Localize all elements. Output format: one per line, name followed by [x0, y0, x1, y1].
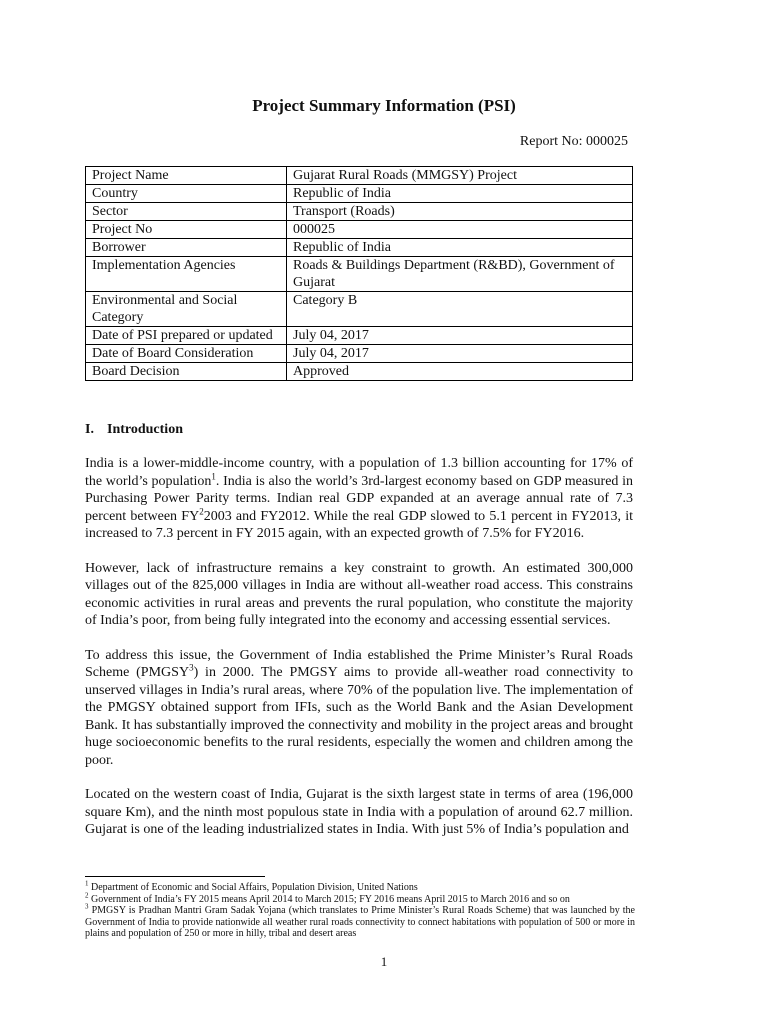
table-cell-label: Borrower — [86, 239, 287, 257]
footnote — [85, 902, 635, 940]
table-cell-value: Roads & Buildings Department (R&BD), Government of Gujarat — [287, 257, 633, 292]
table-cell-value: July 04, 2017 — [287, 327, 633, 345]
table-row — [86, 292, 633, 327]
project-summary-table — [85, 166, 633, 381]
table-row — [86, 239, 633, 257]
section-title: Introduction — [107, 422, 183, 437]
section-heading — [85, 422, 183, 438]
table-cell-value: Approved — [287, 363, 633, 381]
footnote-mark: 3 — [85, 902, 89, 911]
footnote-reference: 2 — [199, 505, 204, 516]
table-cell-value: July 04, 2017 — [287, 345, 633, 363]
table-row — [86, 363, 633, 381]
table-cell-value: Category B — [287, 292, 633, 327]
report-number: Report No: 000025 — [519, 134, 628, 149]
table-cell-label: Date of Board Consideration — [86, 345, 287, 363]
table-cell-label: Country — [86, 185, 287, 203]
paragraph: Located on the western coast of India, Gujarat is the sixth largest state in terms of area (196,000 square Km), and the ninth most populous state in India with a population of around 62.7 million. Gujarat is one of the leading industrialized states in India. With just 5% of India’s population and — [85, 787, 633, 837]
paragraph: However, lack of infrastructure remains a key constraint to growth. An estimated 300,000 villages out of the 825,000 villages in India are without all-weather road access. This constrains economic activities in rural areas and prevents the rural population, who constitute the majority of India’s poor, from being fully integrated into the economy and accessing essential services. — [85, 560, 633, 628]
footnote-mark: 2 — [85, 891, 89, 900]
table-row — [86, 257, 633, 292]
footnote-separator — [85, 876, 265, 877]
table-cell-label: Environmental and Social Category — [86, 292, 287, 327]
footnotes — [85, 879, 635, 940]
paragraph-text: 2003 and FY2012. While the real GDP slowed to 5.1 percent in FY2013, it increased to 7.3 percent in FY 2015 again, with an expected growth of 7.5% for FY2016. — [85, 508, 634, 541]
table-row — [86, 221, 633, 239]
table-row — [86, 185, 633, 203]
table-row — [86, 345, 633, 363]
table-cell-label: Sector — [86, 203, 287, 221]
footnote-text: Government of India’s FY 2015 means April 2014 to March 2015; FY 2016 means April 2015 to March 2016 and so on — [88, 893, 570, 905]
table-cell-label: Board Decision — [86, 363, 287, 381]
footnote-reference: 1 — [211, 470, 216, 481]
table-cell-value: 000025 — [287, 221, 633, 239]
paragraph-text: ) in 2000. The PMGSY aims to provide all-weather road connectivity to unserved villages in India’s rural areas, where 70% of the population live. The implementation of the PMGSY obtained support from IFIs, such as the World Bank and the Asian Development Bank. It has substantially improved the connectivity and mobility in the project areas and brought huge socioeconomic benefits to the rural residents, especially the women and children among the poor. — [85, 665, 633, 768]
footnote — [85, 891, 635, 906]
table-row — [86, 327, 633, 345]
table-row — [86, 167, 633, 185]
table-cell-value: Transport (Roads) — [287, 203, 633, 221]
footnote-text: PMGSY is Pradhan Mantri Gram Sadak Yojana (which translates to Prime Minister’s Rural Roads Scheme) that was launched by the Government of India to provide nationwide all weather rural roads connectivity to connect habitations with population of 500 or more in plains and population of 250 or more in hilly, tribal and desert areas — [85, 905, 635, 939]
table-cell-label: Date of PSI prepared or updated — [86, 327, 287, 345]
paragraph — [85, 647, 633, 770]
table-cell-value: Gujarat Rural Roads (MMGSY) Project — [287, 167, 633, 185]
table-cell-label: Project Name — [86, 167, 287, 185]
section-number: I. — [85, 422, 94, 437]
document-body — [85, 455, 633, 856]
table-cell-label: Implementation Agencies — [86, 257, 287, 292]
page-number: 1 — [380, 954, 388, 969]
table-cell-label: Project No — [86, 221, 287, 239]
footnote-text: Department of Economic and Social Affairs, Population Division, United Nations — [88, 882, 418, 893]
table-row — [86, 203, 633, 221]
page-title: Project Summary Information (PSI) — [252, 96, 516, 115]
paragraph-text: . India is also the world’s 3rd-largest economy based on GDP measured in Purchasing Power Parity terms. Indian real GDP expanded at an average annual rate of 7.3 percent between FY — [85, 473, 633, 524]
table-cell-value: Republic of India — [287, 185, 633, 203]
footnote-reference: 3 — [189, 662, 194, 673]
table-cell-value: Republic of India — [287, 239, 633, 257]
paragraph — [85, 455, 633, 543]
paragraph-text: To address this issue, the Government of India established the Prime Minister’s Rural Roads Scheme (PMGSY — [85, 647, 633, 680]
footnote — [85, 879, 635, 894]
footnote-mark: 1 — [85, 879, 89, 888]
paragraph-text: India is a lower-middle-income country, with a population of 1.3 billion accounting for 17% of the world’s population — [85, 456, 633, 489]
